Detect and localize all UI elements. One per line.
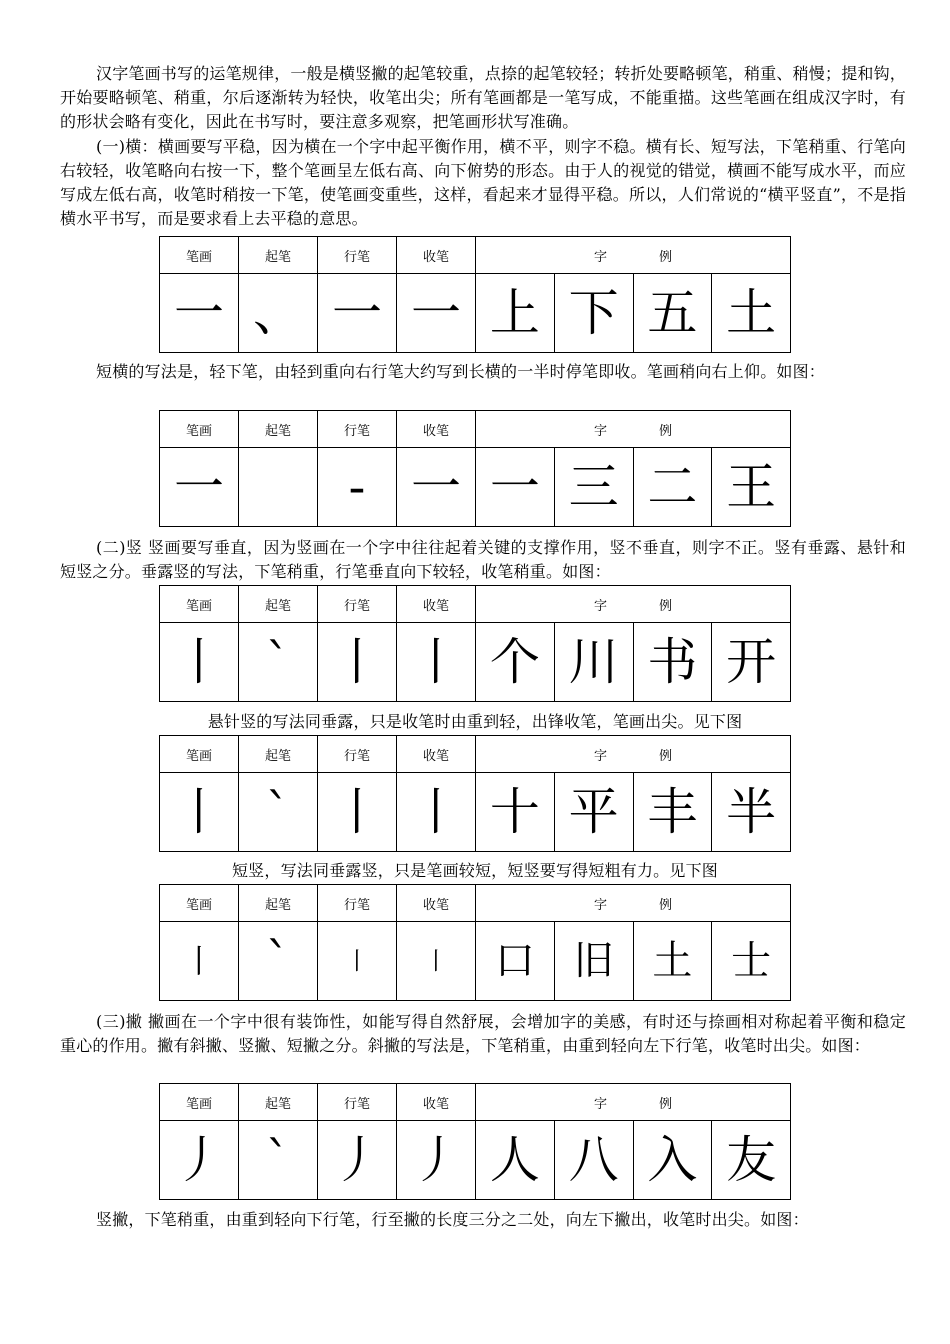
short-heng-paragraph: 短横的写法是，轻下笔，由轻到重向右行笔大约写到长横的一半时停笔即收。笔画稍向右上仰。如图：: [96, 362, 826, 381]
header-examples: 字 例: [476, 885, 791, 922]
example-cell: 人: [476, 1121, 555, 1200]
stroke-table-duanshu: [159, 884, 791, 1001]
table-header-row: [160, 237, 791, 274]
header-move: 行笔: [318, 885, 397, 922]
move-cell: -: [318, 448, 397, 527]
table-row: [160, 448, 791, 527]
stroke-cell: 丿: [160, 1121, 239, 1200]
example-cell: 上: [476, 274, 555, 353]
section-pie-paragraph: (三)撇 撇画在一个字中很有装饰性，如能写得自然舒展，会增加字的美感，有时还与捺画相对称起着平衡和稳定重心的作用。撇有斜撇、竖撇、短撇之分。斜撇的写法是，下笔稍重，由重到轻向左下行笔，收笔时出尖。如图：: [60, 1012, 906, 1055]
header-start: 起笔: [239, 411, 318, 448]
stroke-table-chuilu: [159, 585, 791, 702]
example-cell: 士: [712, 922, 791, 1001]
header-examples: 字 例: [476, 237, 791, 274]
table-row: [160, 1121, 791, 1200]
example-cell: 下: [554, 274, 633, 353]
table-header-row: [160, 586, 791, 623]
start-cell: `: [239, 623, 318, 702]
header-examples: 字 例: [476, 586, 791, 623]
example-cell: 八: [554, 1121, 633, 1200]
move-cell: 一: [318, 274, 397, 353]
example-cell: 友: [712, 1121, 791, 1200]
header-move: 行笔: [318, 237, 397, 274]
example-cell: 半: [712, 773, 791, 852]
example-cell: 五: [633, 274, 712, 353]
table-row: [160, 773, 791, 852]
section-heng-paragraph: (一)横：横画要写平稳，因为横在一个字中起平衡作用，横不平，则字不稳。横有长、短写法，下笔稍重、行笔向右较轻，收笔略向右按一下，整个笔画呈左低右高、向下俯势的形态。由于人的视觉的错觉，横画不能写成水平，而应写成左低右高，收笔时稍按一下笔，使笔画变重些，这样，看起来才显得平稳。所以，人们常说的“横平竖直”，不是指横水平书写，而是要求看上去平稳的意思。: [60, 137, 906, 228]
table-header-row: [160, 736, 791, 773]
example-cell: 二: [633, 448, 712, 527]
header-stroke: 笔画: [160, 885, 239, 922]
table-header-row: [160, 411, 791, 448]
table-row: [160, 274, 791, 353]
start-cell: 、: [239, 274, 318, 353]
example-cell: 一: [476, 448, 555, 527]
example-cell: 丰: [633, 773, 712, 852]
header-stroke: 笔画: [160, 411, 239, 448]
example-cell: 土: [712, 274, 791, 353]
finish-cell: 丨: [397, 922, 476, 1001]
header-start: 起笔: [239, 586, 318, 623]
xuanzhen-paragraph: 悬针竖的写法同垂露，只是收笔时由重到轻，出锋收笔，笔画出尖。见下图: [207, 712, 743, 731]
stroke-cell: 丨: [160, 773, 239, 852]
header-finish: 收笔: [397, 237, 476, 274]
start-cell: `: [239, 773, 318, 852]
header-start: 起笔: [239, 237, 318, 274]
section-shu-paragraph: (二)竖 竖画要写垂直，因为竖画在一个字中往往起着关键的支撑作用，竖不垂直，则字不正。竖有垂露、悬针和短竖之分。垂露竖的写法，下笔稍重，行笔垂直向下较轻，收笔稍重。如图：: [60, 538, 906, 581]
header-finish: 收笔: [397, 736, 476, 773]
header-finish: 收笔: [397, 411, 476, 448]
stroke-table-heng: [159, 236, 791, 353]
header-examples: 字 例: [476, 1084, 791, 1121]
finish-cell: 丨: [397, 773, 476, 852]
stroke-table-xuanzhen: [159, 735, 791, 852]
header-finish: 收笔: [397, 586, 476, 623]
stroke-cell: 丨: [160, 922, 239, 1001]
example-cell: 川: [554, 623, 633, 702]
table-row: [160, 922, 791, 1001]
stroke-cell: 一: [160, 274, 239, 353]
finish-cell: 一: [397, 448, 476, 527]
start-cell: `: [239, 922, 318, 1001]
example-cell: 十: [476, 773, 555, 852]
header-start: 起笔: [239, 1084, 318, 1121]
example-cell: 书: [633, 623, 712, 702]
stroke-cell: 一: [160, 448, 239, 527]
example-cell: 旧: [554, 922, 633, 1001]
example-cell: 开: [712, 623, 791, 702]
header-finish: 收笔: [397, 885, 476, 922]
example-cell: 土: [633, 922, 712, 1001]
start-cell: `: [239, 1121, 318, 1200]
intro-paragraph: 汉字笔画书写的运笔规律，一般是横竖撇的起笔较重，点捺的起笔较轻；转折处要略顿笔，稍重、稍慢；提和钩，开始要略顿笔、稍重，尔后逐渐转为轻快，收笔出尖；所有笔画都是一笔写成，不能重描。这些笔画在组成汉字时，有的形状会略有变化，因此在书写时，要注意多观察，把笔画形状写准确。: [60, 64, 907, 131]
header-examples: 字 例: [476, 411, 791, 448]
example-cell: 王: [712, 448, 791, 527]
finish-cell: 丨: [397, 623, 476, 702]
header-start: 起笔: [239, 885, 318, 922]
example-cell: 个: [476, 623, 555, 702]
shupie-paragraph: 竖撇，下笔稍重，由重到轻向下行笔，行至撇的长度三分之二处，向左下撇出，收笔时出尖。如图：: [96, 1210, 809, 1229]
table-header-row: [160, 1084, 791, 1121]
header-stroke: 笔画: [160, 586, 239, 623]
example-cell: 入: [633, 1121, 712, 1200]
stroke-cell: 丨: [160, 623, 239, 702]
header-move: 行笔: [318, 411, 397, 448]
example-cell: 三: [554, 448, 633, 527]
header-move: 行笔: [318, 1084, 397, 1121]
header-move: 行笔: [318, 586, 397, 623]
move-cell: 丨: [318, 773, 397, 852]
finish-cell: 丿: [397, 1121, 476, 1200]
finish-cell: 一: [397, 274, 476, 353]
stroke-table-xiepie: [159, 1083, 791, 1200]
table-header-row: [160, 885, 791, 922]
header-examples: 字 例: [476, 736, 791, 773]
stroke-table-short-heng: [159, 410, 791, 527]
move-cell: 丿: [318, 1121, 397, 1200]
duanshu-paragraph: 短竖，写法同垂露竖，只是笔画较短，短竖要写得短粗有力。见下图: [231, 861, 718, 880]
header-start: 起笔: [239, 736, 318, 773]
example-cell: 口: [476, 922, 555, 1001]
header-stroke: 笔画: [160, 237, 239, 274]
start-cell: [239, 448, 318, 527]
example-cell: 平: [554, 773, 633, 852]
header-stroke: 笔画: [160, 736, 239, 773]
header-finish: 收笔: [397, 1084, 476, 1121]
move-cell: 丨: [318, 623, 397, 702]
move-cell: 丨: [318, 922, 397, 1001]
header-stroke: 笔画: [160, 1084, 239, 1121]
header-move: 行笔: [318, 736, 397, 773]
table-row: [160, 623, 791, 702]
